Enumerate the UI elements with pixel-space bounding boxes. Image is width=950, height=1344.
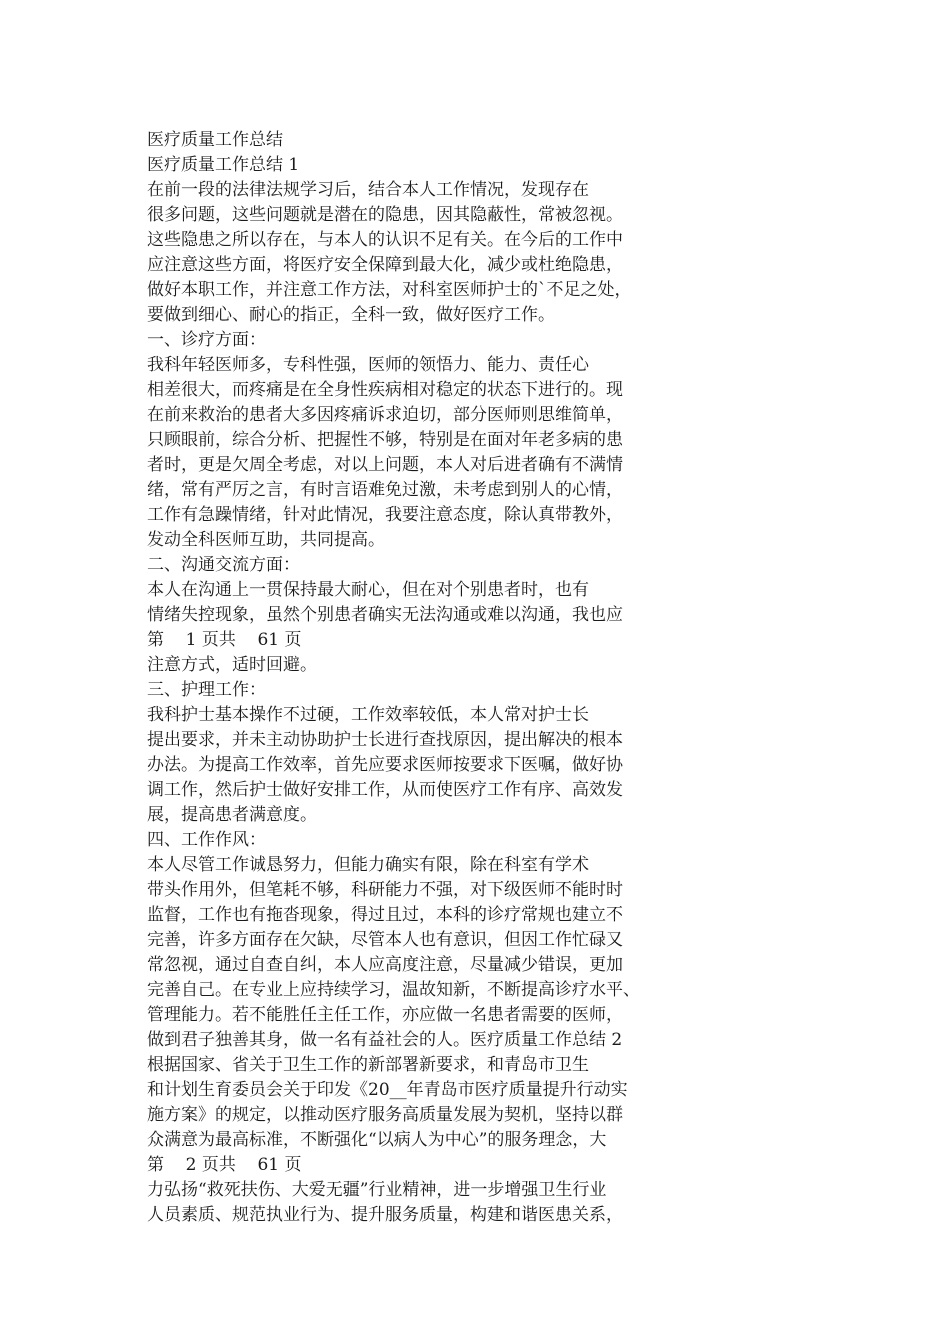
- text-line: 办法。为提高工作效率，首先应要求医师按要求下医嘱，做好协: [147, 755, 623, 775]
- text-line: 和计划生育委员会关于印发《20__年青岛市医疗质量提升行动实: [147, 1080, 628, 1100]
- section-heading: 三、护理工作：: [147, 680, 266, 700]
- text-line: 绪，常有严厉之言，有时言语难免过激，未考虑到别人的心情，: [147, 480, 623, 500]
- text-line: 很多问题，这些问题就是潜在的隐患，因其隐蔽性，常被忽视。: [147, 205, 623, 225]
- section-heading: 四、工作作风：: [147, 830, 266, 850]
- document-title: 医疗质量工作总结: [147, 130, 283, 150]
- text-line: 管理能力。若不能胜任主任工作，亦应做一名患者需要的医师，: [147, 1005, 623, 1025]
- page-footer: 第 2 页共 61 页: [147, 1155, 302, 1175]
- text-line: 做到君子独善其身，做一名有益社会的人。医疗质量工作总结 2: [147, 1030, 623, 1050]
- text-line: 众满意为最高标准，不断强化“以病人为中心”的服务理念，大: [147, 1130, 607, 1150]
- text-line: 提出要求，并未主动协助护士长进行查找原因，提出解决的根本: [147, 730, 623, 750]
- text-line: 这些隐患之所以存在，与本人的认识不足有关。在今后的工作中: [147, 230, 623, 250]
- text-line: 要做到细心、耐心的指正，全科一致，做好医疗工作。: [147, 305, 555, 325]
- text-line: 调工作，然后护士做好安排工作，从而使医疗工作有序、高效发: [147, 780, 623, 800]
- text-line: 根据国家、省关于卫生工作的新部署新要求，和青岛市卫生: [147, 1055, 589, 1075]
- text-line: 本人在沟通上一贯保持最大耐心，但在对个别患者时，也有: [147, 580, 589, 600]
- text-line: 在前来救治的患者大多因疼痛诉求迫切，部分医师则思维简单，: [147, 405, 623, 425]
- text-line: 我科年轻医师多，专科性强，医师的领悟力、能力、责任心: [147, 355, 589, 375]
- text-line: 力弘扬“救死扶伤、大爱无疆”行业精神，进一步增强卫生行业: [147, 1180, 607, 1200]
- text-line: 只顾眼前，综合分析、把握性不够，特别是在面对年老多病的患: [147, 430, 623, 450]
- text-line: 者时，更是欠周全考虑，对以上问题，本人对后进者确有不满情: [147, 455, 623, 475]
- text-line: 应注意这些方面，将医疗安全保障到最大化，减少或杜绝隐患，: [147, 255, 623, 275]
- text-line: 我科护士基本操作不过硬，工作效率较低，本人常对护士长: [147, 705, 589, 725]
- text-line: 注意方式，适时回避。: [147, 655, 317, 675]
- text-line: 完善自己。在专业上应持续学习，温故知新，不断提高诊疗水平、: [147, 980, 640, 1000]
- text-line: 本人尽管工作诚恳努力，但能力确实有限，除在科室有学术: [147, 855, 589, 875]
- text-line: 情绪失控现象，虽然个别患者确实无法沟通或难以沟通，我也应: [147, 605, 623, 625]
- text-line: 在前一段的法律法规学习后，结合本人工作情况，发现存在: [147, 180, 589, 200]
- text-line: 相差很大，而疼痛是在全身性疾病相对稳定的状态下进行的。现: [147, 380, 623, 400]
- section-heading: 二、沟通交流方面：: [147, 555, 300, 575]
- text-line: 带头作用外，但笔耗不够，科研能力不强，对下级医师不能时时: [147, 880, 623, 900]
- document-body: [147, 128, 707, 1228]
- text-line: 展，提高患者满意度。: [147, 805, 317, 825]
- text-line: 监督，工作也有拖沓现象，得过且过，本科的诊疗常规也建立不: [147, 905, 623, 925]
- section-heading: 医疗质量工作总结 1: [147, 155, 300, 175]
- text-line: 人员素质、规范执业行为、提升服务质量，构建和谐医患关系，: [147, 1205, 623, 1225]
- text-line: 发动全科医师互助，共同提高。: [147, 530, 385, 550]
- text-line: 施方案》的规定，以推动医疗服务高质量发展为契机，坚持以群: [147, 1105, 623, 1125]
- page-footer: 第 1 页共 61 页: [147, 630, 302, 650]
- text-line: 完善，许多方面存在欠缺，尽管本人也有意识，但因工作忙碌又: [147, 930, 623, 950]
- section-heading: 一、诊疗方面：: [147, 330, 266, 350]
- text-line: 常忽视，通过自查自纠，本人应高度注意，尽量减少错误，更加: [147, 955, 623, 975]
- text-line: 工作有急躁情绪，针对此情况，我要注意态度，除认真带教外，: [147, 505, 623, 525]
- text-line: 做好本职工作，并注意工作方法，对科室医师护士的`不足之处，: [147, 280, 632, 300]
